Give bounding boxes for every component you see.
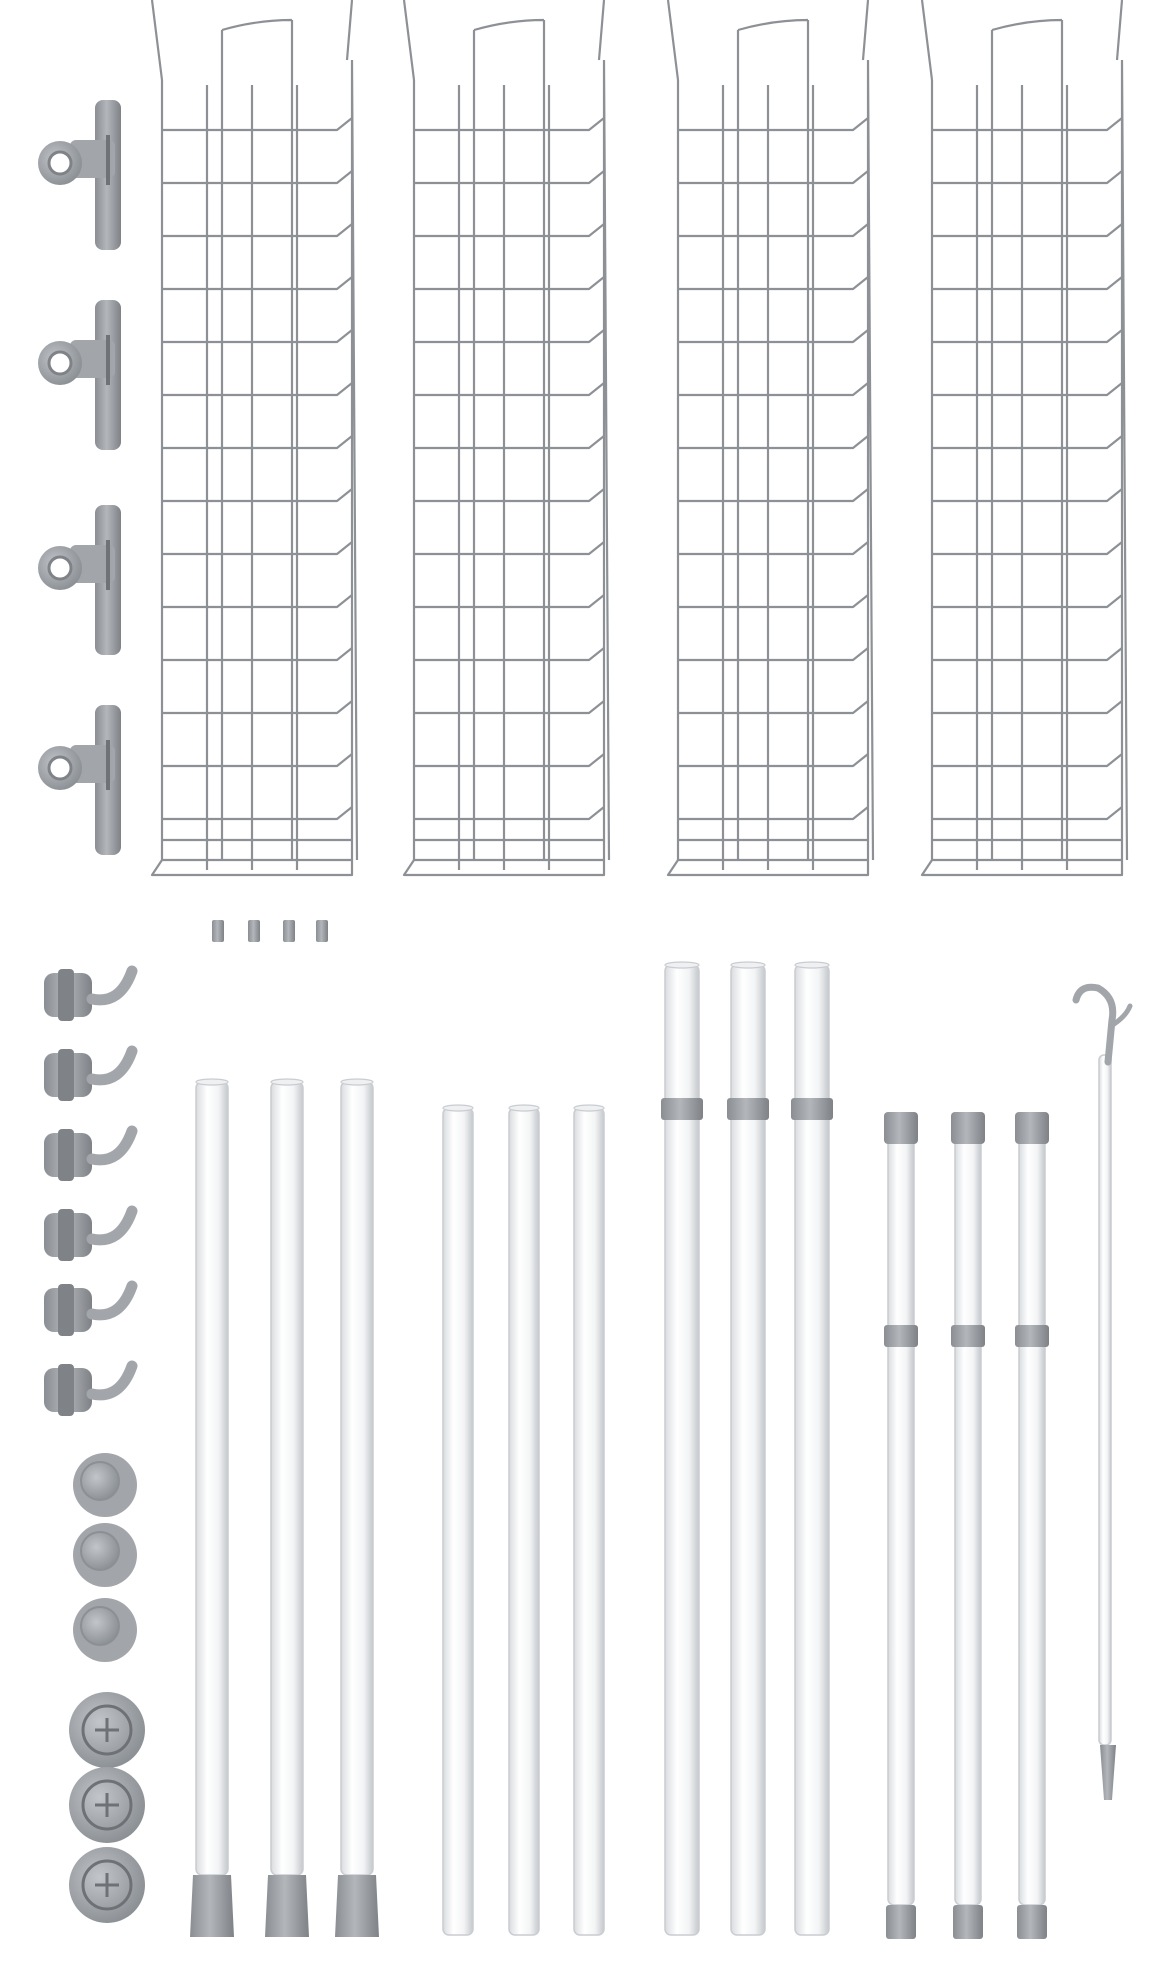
pole xyxy=(574,1105,604,1935)
wire-basket xyxy=(152,0,357,875)
wire-basket xyxy=(404,0,609,875)
pole-group xyxy=(190,962,1049,1939)
end-cap-group xyxy=(73,1453,137,1662)
round-foot xyxy=(69,1847,145,1923)
pole xyxy=(443,1105,473,1935)
pole xyxy=(727,962,769,1935)
j-hook xyxy=(44,1209,132,1261)
j-hook xyxy=(44,1284,132,1336)
pole xyxy=(791,962,833,1935)
wall-clip xyxy=(38,705,121,855)
end-cap xyxy=(73,1598,137,1662)
small-connector xyxy=(212,920,224,942)
tool-hook xyxy=(1076,987,1113,1062)
wire-basket-group xyxy=(152,0,1127,875)
pole xyxy=(661,962,703,1935)
round-foot-group xyxy=(69,1692,145,1923)
reach-hook-tool xyxy=(1076,987,1130,1800)
wire-basket xyxy=(922,0,1127,875)
wall-clip xyxy=(38,505,121,655)
small-connector-group xyxy=(212,920,328,942)
pole xyxy=(335,1079,379,1937)
small-connector xyxy=(283,920,295,942)
round-foot xyxy=(69,1692,145,1768)
wire-basket xyxy=(668,0,873,875)
wall-clip xyxy=(38,300,121,450)
end-cap xyxy=(73,1523,137,1587)
round-foot xyxy=(69,1767,145,1843)
pole xyxy=(1015,1112,1049,1939)
pole xyxy=(884,1112,918,1939)
j-hook xyxy=(44,969,132,1021)
end-cap xyxy=(73,1453,137,1517)
j-hook xyxy=(44,1049,132,1101)
pole xyxy=(509,1105,539,1935)
j-hook xyxy=(44,1129,132,1181)
small-connector xyxy=(316,920,328,942)
pole xyxy=(265,1079,309,1937)
tool-shaft xyxy=(1099,1055,1111,1745)
wall-clip xyxy=(38,100,121,250)
small-connector xyxy=(248,920,260,942)
wall-clip-group xyxy=(38,100,121,855)
pole xyxy=(951,1112,985,1939)
tool-grip xyxy=(1100,1745,1116,1800)
pole xyxy=(190,1079,234,1937)
j-hook xyxy=(44,1364,132,1416)
j-hook-group xyxy=(44,969,132,1416)
tool-hook-tip xyxy=(1114,1006,1130,1024)
